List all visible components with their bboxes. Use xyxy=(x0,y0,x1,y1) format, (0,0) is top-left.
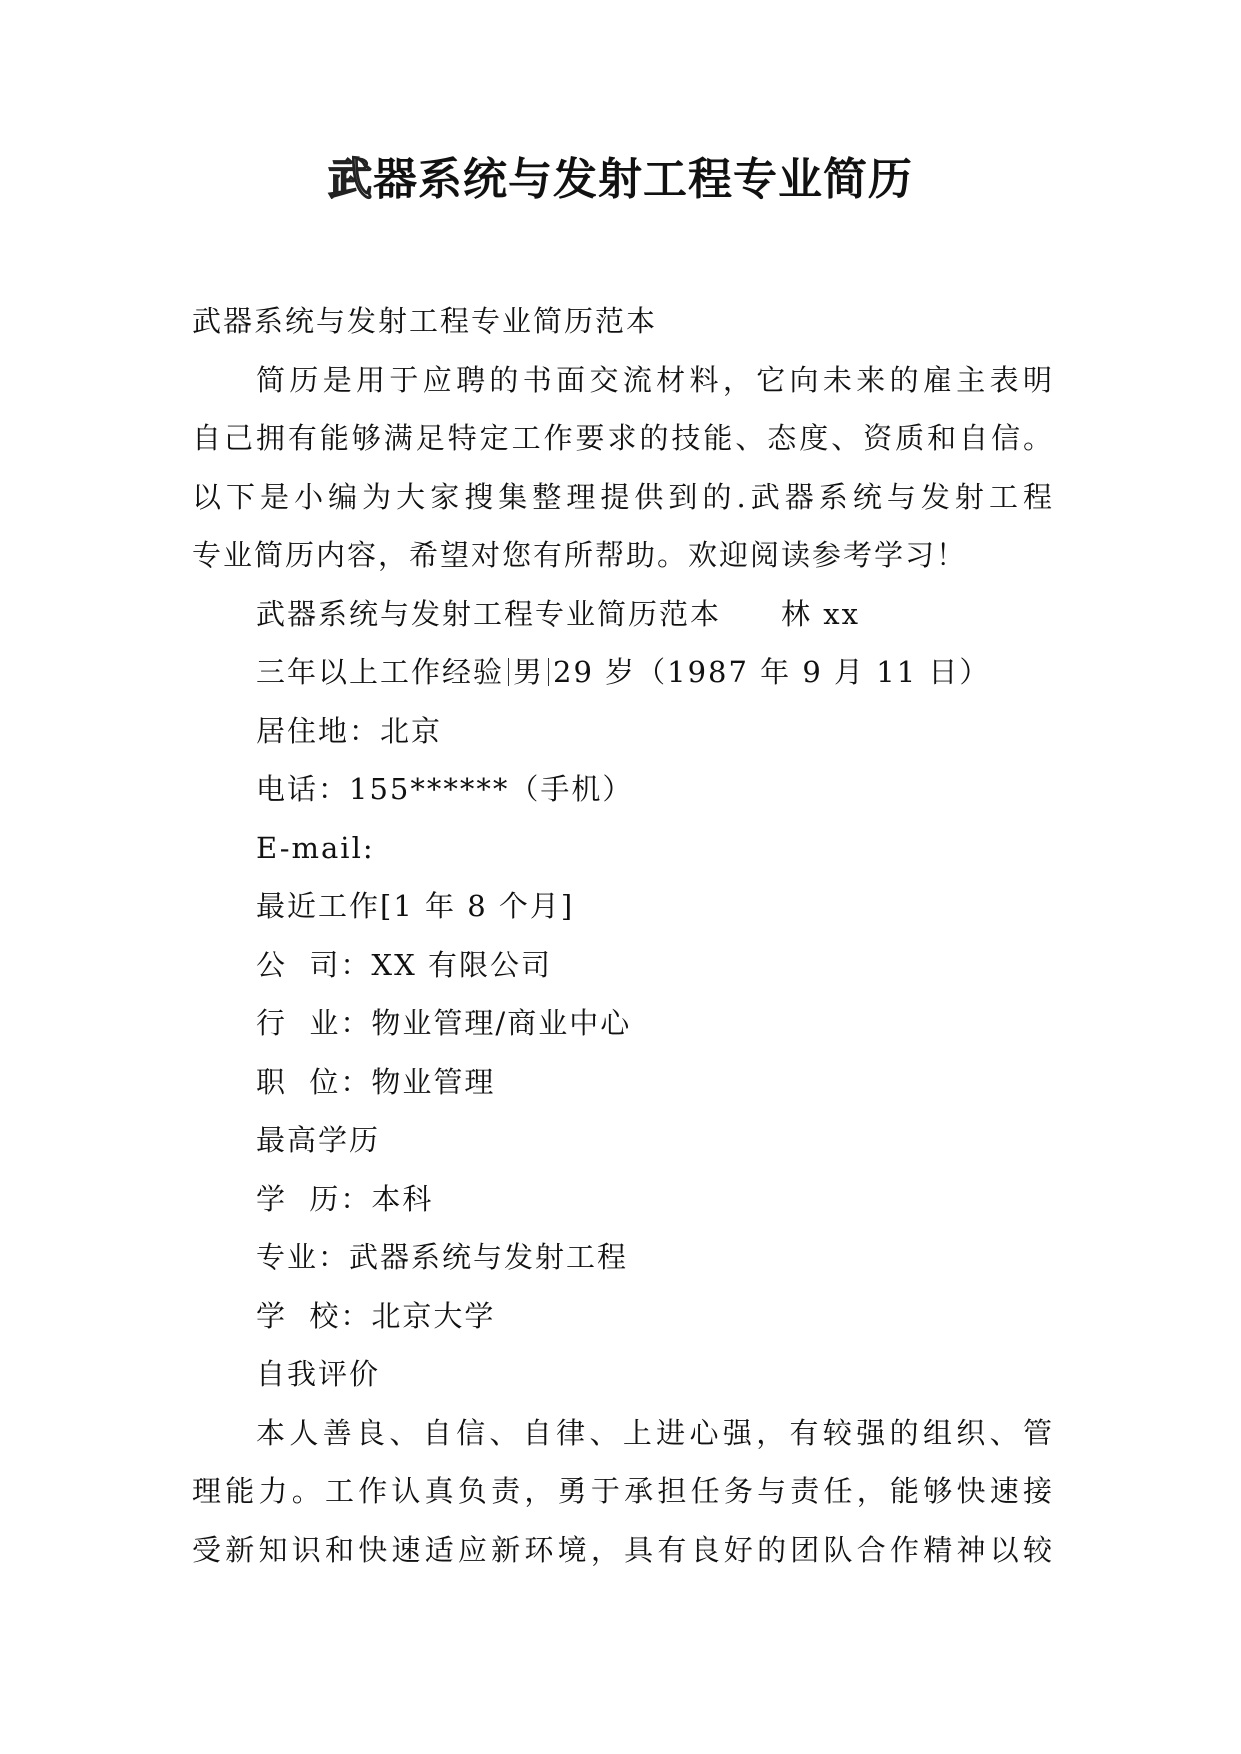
document-body xyxy=(192,292,1054,1579)
self-eval-line-3: 受新知识和快速适应新环境，具有良好的团队合作精神以较 xyxy=(192,1532,1054,1567)
resume-header-line xyxy=(192,585,1054,644)
resume-header: 武器系统与发射工程专业简历范本 xyxy=(256,596,722,631)
heading-line: 武器系统与发射工程专业简历范本 xyxy=(192,304,658,338)
intro-line-4: 专业简历内容，希望对您有所帮助。欢迎阅读参考学习！ xyxy=(192,538,968,572)
school: 学 校：北京大学 xyxy=(256,1298,496,1333)
recent-work: 最近工作[1 年 8 个月] xyxy=(256,889,575,923)
residence: 居住地：北京 xyxy=(256,713,443,748)
company: 公 司：XX 有限公司 xyxy=(256,947,552,982)
email: E-mail: xyxy=(256,830,375,865)
self-eval-line-2: 理能力。工作认真负责，勇于承担任务与责任，能够快速接 xyxy=(192,1474,1054,1508)
edu-heading: 最高学历 xyxy=(256,1123,381,1157)
intro-line-3: 以下是小编为大家搜集整理提供到的.武器系统与发射工程 xyxy=(192,479,1054,514)
separator xyxy=(508,658,509,686)
title-rest: 器系统与发射工程专业简历 xyxy=(373,154,913,205)
age-birth: 29 岁（1987 年 9 月 11 日） xyxy=(553,655,991,689)
experience: 三年以上工作经验 xyxy=(256,655,505,689)
self-eval-line-1: 本人善良、自信、自律、上进心强，有较强的组织、管 xyxy=(256,1415,1054,1450)
phone: 电话：155******（手机） xyxy=(256,772,634,806)
separator xyxy=(548,658,549,686)
document-title xyxy=(0,152,1241,208)
resume-name: 林 xx xyxy=(781,596,860,631)
degree: 学 历：本科 xyxy=(256,1181,434,1216)
summary-line xyxy=(192,643,1054,702)
intro-line-2: 自己拥有能够满足特定工作要求的技能、态度、资质和自信。 xyxy=(192,421,1054,455)
title-first-char: 武 xyxy=(328,154,373,205)
major: 专业：武器系统与发射工程 xyxy=(256,1240,629,1274)
intro-line-1: 简历是用于应聘的书面交流材料，它向未来的雇主表明 xyxy=(256,362,1054,397)
self-eval-heading: 自我评价 xyxy=(256,1357,381,1391)
gender: 男 xyxy=(513,655,545,689)
industry: 行 业：物业管理/商业中心 xyxy=(256,1006,632,1040)
position: 职 位：物业管理 xyxy=(256,1064,496,1099)
